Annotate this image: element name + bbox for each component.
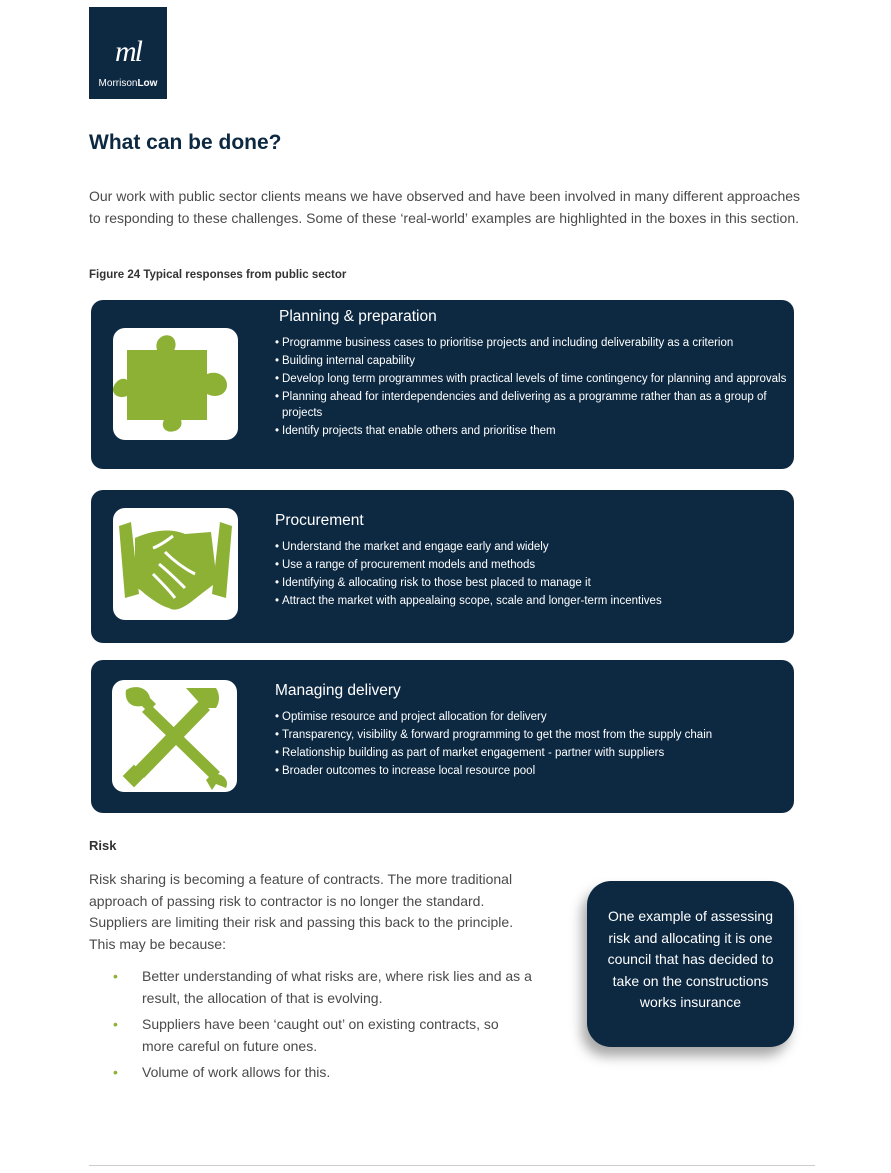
list-item: • Relationship building as part of market engagement - partner with suppliers xyxy=(275,745,790,761)
risk-paragraph: Risk sharing is becoming a feature of contracts. The more traditional approach of passing risk to contractor is no longer the standard. Suppliers are limiting their risk and passing this back to the principle. This may be because: xyxy=(89,871,514,952)
puzzle-piece-icon xyxy=(113,328,238,440)
box-bullet-list xyxy=(275,709,790,781)
planning-preparation-box xyxy=(91,300,794,469)
procurement-box xyxy=(91,490,794,643)
list-item: • Transparency, visibility & forward programming to get the most from the supply chain xyxy=(275,727,790,743)
list-item: • Understand the market and engage early and widely xyxy=(275,539,790,555)
list-item: • Better understanding of what risks are, where risk lies and as a result, the allocation of that is evolving. xyxy=(113,966,533,1009)
box-title: Managing delivery xyxy=(275,682,401,699)
tools-icon xyxy=(112,680,237,792)
risk-bullet-list xyxy=(113,966,533,1089)
logo-wordmark: MorrisonLow xyxy=(98,78,158,89)
list-item: • Volume of work allows for this. xyxy=(113,1062,533,1084)
list-item: • Suppliers have been ‘caught out’ on existing contracts, so more careful on future ones. xyxy=(113,1014,533,1057)
list-item: • Broader outcomes to increase local resource pool xyxy=(275,763,790,779)
page-title: What can be done? xyxy=(89,131,282,154)
callout-text: One example of assessing risk and allocating it is one council that has decided to take on the constructions works insurance xyxy=(607,908,774,1010)
list-item: • Attract the market with appealaing scope, scale and longer-term incentives xyxy=(275,593,790,609)
risk-callout-box xyxy=(587,881,794,1047)
managing-delivery-box xyxy=(91,660,794,813)
box-bullet-list xyxy=(275,539,790,611)
box-bullet-list xyxy=(275,335,790,441)
list-item: • Optimise resource and project allocation for delivery xyxy=(275,709,790,725)
box-title: Procurement xyxy=(275,512,364,529)
list-item: • Programme business cases to prioritise projects and including deliverability as a criterion xyxy=(275,335,790,351)
figure-caption: Figure 24 Typical responses from public sector xyxy=(89,269,347,281)
list-item: • Planning ahead for interdependencies and delivering as a programme rather than as a group of projects xyxy=(275,389,790,421)
box-title: Planning & preparation xyxy=(279,308,437,325)
list-item: • Identify projects that enable others and prioritise them xyxy=(275,423,790,439)
handshake-icon xyxy=(113,508,238,620)
footer-divider xyxy=(89,1165,815,1166)
morrisonlow-logo xyxy=(89,7,167,99)
list-item: • Building internal capability xyxy=(275,353,790,369)
list-item: • Use a range of procurement models and methods xyxy=(275,557,790,573)
intro-paragraph: Our work with public sector clients means we have observed and have been involved in many different approaches to responding to these challenges. Some of these ‘real-world’ examples are highlighted in the boxes in this section. xyxy=(89,188,801,226)
list-item: • Develop long term programmes with practical levels of time contingency for planning and approvals xyxy=(275,371,790,387)
logo-mark: ml xyxy=(115,35,141,68)
risk-heading: Risk xyxy=(89,838,117,853)
list-item: • Identifying & allocating risk to those best placed to manage it xyxy=(275,575,790,591)
